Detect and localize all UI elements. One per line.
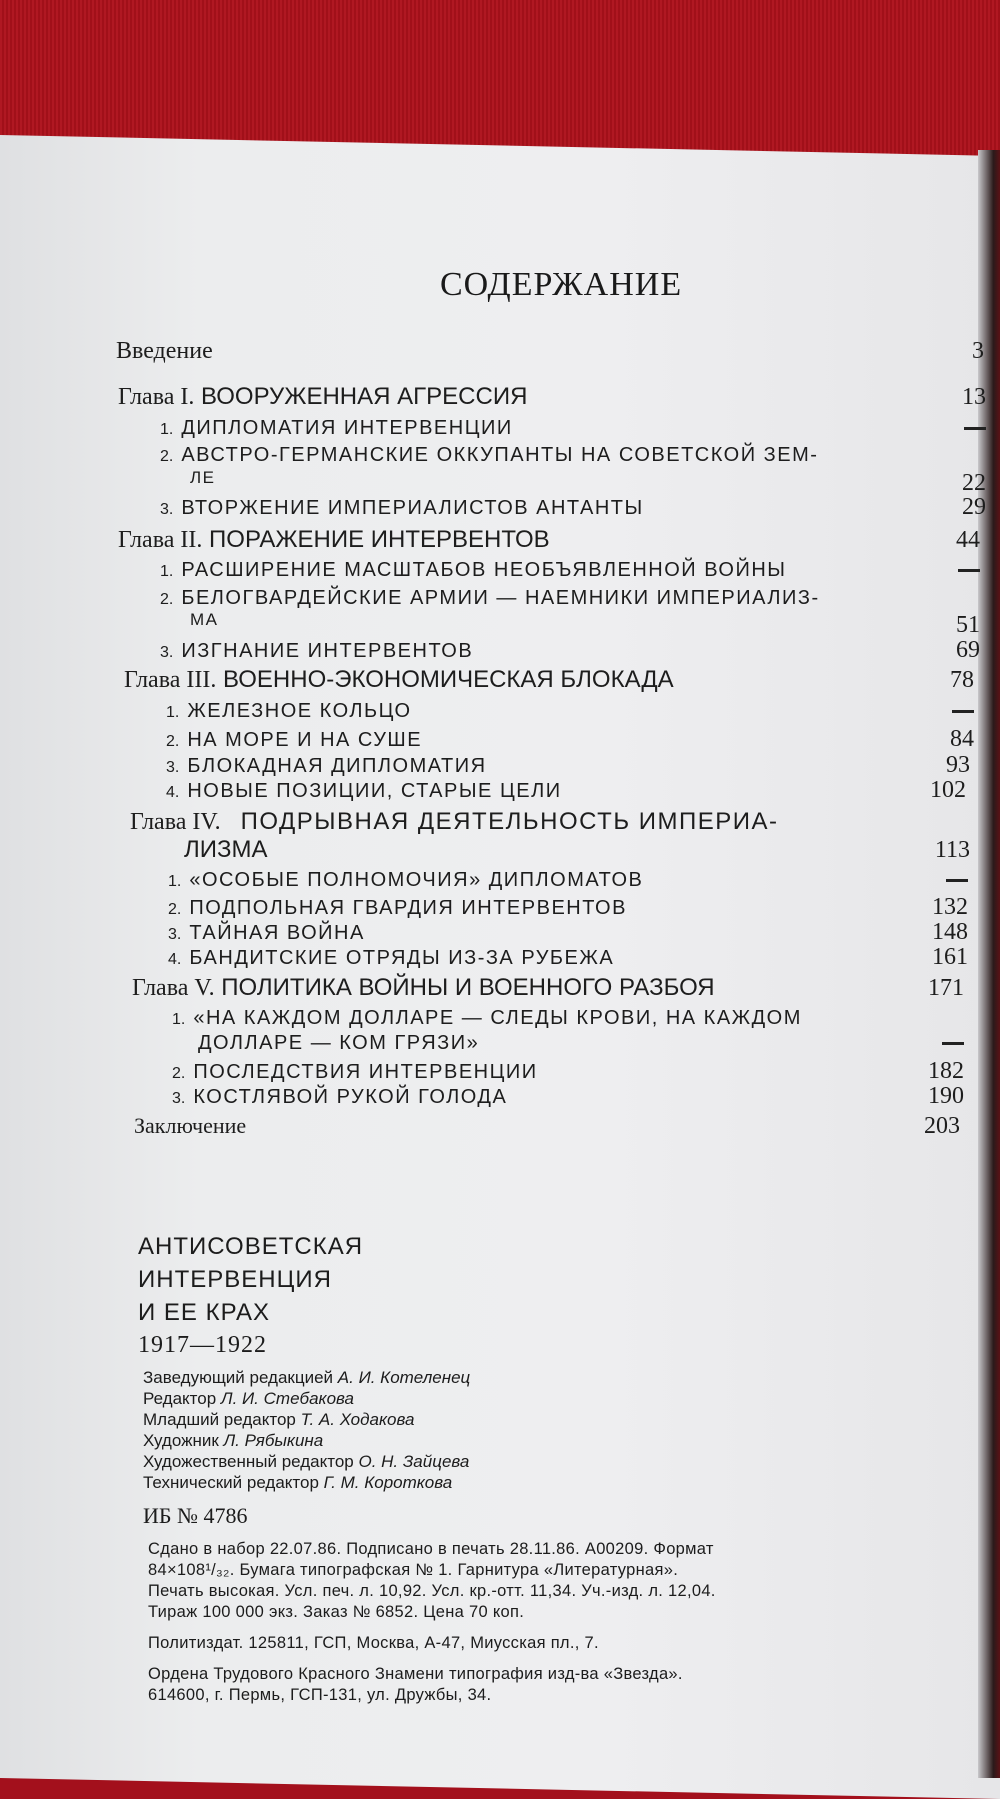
ch1-sec2-page: 22	[962, 470, 986, 496]
imprint-line: Сдано в набор 22.07.86. Подписано в печать 28.11.86. А00209. Формат	[148, 1540, 714, 1558]
toc-intro-title: Введение	[116, 338, 213, 364]
page-continues-dash	[964, 427, 986, 430]
chapter-4-title: ПОДРЫВНАЯ ДЕЯТЕЛЬНОСТЬ ИМПЕРИА-	[240, 808, 779, 835]
ib-number: ИБ № 4786	[143, 1503, 248, 1528]
ch1-sec1-title: ДИПЛОМАТИЯ ИНТЕРВЕНЦИИ	[181, 417, 513, 439]
ch2-sec1-title: РАСШИРЕНИЕ МАСШТАБОВ НЕОБЪЯВЛЕННОЙ ВОЙНЫ	[181, 559, 787, 581]
page-continues-dash	[952, 710, 974, 713]
toc-conclusion-page: 203	[924, 1113, 960, 1139]
toc-ch2-sec2-page	[160, 612, 980, 639]
chapter-3-page: 78	[950, 667, 974, 693]
book-years: 1917—1922	[138, 1332, 267, 1358]
toc-ch1-sec1: 1. ДИПЛОМАТИЯ ИНТЕРВЕНЦИИ	[160, 417, 986, 440]
ch1-sec3-page: 29	[962, 494, 986, 520]
credit-line: Технический редактор Г. М. Короткова	[143, 1473, 453, 1492]
ch4-sec3-page: 148	[932, 919, 968, 945]
toc-ch2-sec3: 3. ИЗГНАНИЕ ИНТЕРВЕНТОВ 69	[160, 637, 980, 663]
toc-ch3-sec2: 2. НА МОРЕ И НА СУШЕ 84	[166, 726, 974, 752]
toc-ch4-sec1: 1. «ОСОБЫЕ ПОЛНОМОЧИЯ» ДИПЛОМАТОВ	[168, 869, 968, 892]
toc-ch3-sec3: 3. БЛОКАДНАЯ ДИПЛОМАТИЯ 93	[166, 752, 970, 778]
chapter-1-page: 13	[962, 384, 986, 410]
ch4-sec1-title: «ОСОБЫЕ ПОЛНОМОЧИЯ» ДИПЛОМАТОВ	[189, 869, 644, 891]
ch4-sec4-page: 161	[932, 944, 968, 970]
toc-ch2-sec1: 1. РАСШИРЕНИЕ МАСШТАБОВ НЕОБЪЯВЛЕННОЙ ВОЙНЫ	[160, 559, 980, 582]
ch4-sec3-title: ТАЙНАЯ ВОЙНА	[189, 922, 365, 944]
ch5-sec1-title-cont: ДОЛЛАРЕ — КОМ ГРЯЗИ»	[198, 1032, 480, 1054]
imprint-line: Тираж 100 000 экз. Заказ № 6852. Цена 70 коп.	[148, 1603, 525, 1621]
credit-line: Заведующий редакцией А. И. Котеленец	[143, 1368, 471, 1387]
chapter-3-label: Глава III.	[124, 667, 217, 693]
book-title-line-1: АНТИСОВЕТСКАЯ	[138, 1233, 364, 1260]
chapter-4-label: Глава IV.	[130, 809, 221, 835]
toc-chapter-3	[124, 666, 974, 694]
toc-ch5-sec2: 2. ПОСЛЕДСТВИЯ ИНТЕРВЕНЦИИ 182	[172, 1058, 964, 1084]
page-continues-dash	[958, 569, 980, 572]
toc-ch4-sec3: 3. ТАЙНАЯ ВОЙНА 148	[168, 919, 968, 945]
ch3-sec4-page: 102	[930, 777, 966, 803]
toc-conclusion	[134, 1113, 960, 1140]
ch4-sec2-page: 132	[932, 894, 968, 920]
toc-ch1-sec3: 3. ВТОРЖЕНИЕ ИМПЕРИАЛИСТОВ АНТАНТЫ 29	[160, 494, 986, 520]
toc-conclusion-title: Заключение	[134, 1113, 247, 1138]
chapter-5-page: 171	[928, 975, 964, 1001]
toc-chapter-4-cont	[184, 836, 970, 864]
toc-ch3-sec1: 1. ЖЕЛЕЗНОЕ КОЛЬЦО	[166, 700, 974, 723]
chapter-1-label: Глава I.	[118, 384, 195, 410]
chapter-4-page: 113	[934, 837, 970, 863]
page-continues-dash	[946, 879, 968, 882]
toc-chapter-1	[118, 383, 986, 411]
toc-ch2-sec2: 2. БЕЛОГВАРДЕЙСКИЕ АРМИИ — НАЕМНИКИ ИМПЕРИАЛИЗ-	[160, 587, 820, 609]
ch2-sec3-title: ИЗГНАНИЕ ИНТЕРВЕНТОВ	[181, 640, 474, 662]
chapter-2-title: ПОРАЖЕНИЕ ИНТЕРВЕНТОВ	[209, 526, 550, 553]
imprint-block	[148, 1539, 868, 1706]
ch1-sec2-title-cont: ЛЕ	[190, 468, 216, 487]
ch3-sec3-title: БЛОКАДНАЯ ДИПЛОМАТИЯ	[187, 755, 487, 777]
imprint-line: Печать высокая. Усл. печ. л. 10,92. Усл. кр.-отт. 11,34. Уч.-изд. л. 12,04.	[148, 1582, 716, 1600]
book-title-block	[138, 1230, 363, 1362]
ch5-sec2-title: ПОСЛЕДСТВИЯ ИНТЕРВЕНЦИИ	[193, 1061, 538, 1083]
imprint-line: 84×108¹/₃₂. Бумага типографская № 1. Гарнитура «Литературная».	[148, 1561, 679, 1579]
book-title-line-3: И ЕЕ КРАХ	[138, 1299, 270, 1326]
chapter-5-label: Глава V.	[132, 975, 215, 1001]
chapter-2-label: Глава II.	[118, 527, 203, 553]
toc-ch5-sec1-cont	[198, 1032, 964, 1055]
credits-block	[143, 1367, 470, 1493]
ch1-sec2-title: АВСТРО-ГЕРМАНСКИЕ ОККУПАНТЫ НА СОВЕТСКОЙ ЗЕМ-	[181, 444, 819, 466]
toc-ch1-sec2-page	[160, 470, 986, 497]
toc-intro-page: 3	[972, 338, 984, 364]
ch4-sec4-title: БАНДИТСКИЕ ОТРЯДЫ ИЗ-ЗА РУБЕЖА	[189, 947, 615, 969]
chapter-1-title: ВООРУЖЕННАЯ АГРЕССИЯ	[201, 383, 528, 410]
chapter-4-title-cont: ЛИЗМА	[184, 836, 268, 863]
ch2-sec2-title: БЕЛОГВАРДЕЙСКИЕ АРМИИ — НАЕМНИКИ ИМПЕРИАЛИЗ-	[181, 587, 820, 609]
chapter-2-page: 44	[956, 527, 980, 553]
chapter-5-title: ПОЛИТИКА ВОЙНЫ И ВОЕННОГО РАЗБОЯ	[221, 974, 715, 1001]
ch4-sec2-title: ПОДПОЛЬНАЯ ГВАРДИЯ ИНТЕРВЕНТОВ	[189, 897, 627, 919]
credit-line: Младший редактор Т. А. Ходакова	[143, 1410, 415, 1429]
chapter-3-title: ВОЕННО-ЭКОНОМИЧЕСКАЯ БЛОКАДА	[223, 666, 674, 693]
ch5-sec3-page: 190	[928, 1083, 964, 1109]
toc-chapter-4	[130, 808, 970, 836]
imprint-line: Ордена Трудового Красного Знамени типография изд-ва «Звезда».	[148, 1665, 683, 1683]
ch2-sec3-page: 69	[956, 637, 980, 663]
toc-chapter-2	[118, 526, 980, 554]
toc-heading: СОДЕРЖАНИЕ	[440, 266, 683, 303]
ch3-sec2-title: НА МОРЕ И НА СУШЕ	[187, 729, 423, 751]
toc-intro	[116, 338, 984, 365]
ch3-sec1-title: ЖЕЛЕЗНОЕ КОЛЬЦО	[187, 700, 412, 722]
ch2-sec2-page: 51	[956, 612, 980, 638]
ch5-sec1-title: «НА КАЖДОМ ДОЛЛАРЕ — СЛЕДЫ КРОВИ, НА КАЖДОМ	[193, 1007, 802, 1029]
toc-ch1-sec2: 2. АВСТРО-ГЕРМАНСКИЕ ОККУПАНТЫ НА СОВЕТСКОЙ ЗЕМ-	[160, 444, 819, 466]
ch5-sec3-title: КОСТЛЯВОЙ РУКОЙ ГОЛОДА	[193, 1086, 508, 1108]
ch3-sec2-page: 84	[950, 726, 974, 752]
toc-ch3-sec4: 4. НОВЫЕ ПОЗИЦИИ, СТАРЫЕ ЦЕЛИ 102	[166, 777, 966, 803]
toc-chapter-5	[132, 974, 964, 1002]
imprint-line: 614600, г. Пермь, ГСП-131, ул. Дружбы, 34.	[148, 1686, 492, 1704]
toc-ch4-sec4: 4. БАНДИТСКИЕ ОТРЯДЫ ИЗ-ЗА РУБЕЖА 161	[168, 944, 968, 970]
credit-line: Художественный редактор О. Н. Зайцева	[143, 1452, 470, 1471]
toc-ch5-sec1: 1. «НА КАЖДОМ ДОЛЛАРЕ — СЛЕДЫ КРОВИ, НА КАЖДОМ	[172, 1007, 802, 1029]
credit-line: Художник Л. Рябыкина	[143, 1431, 324, 1450]
toc-ch5-sec3: 3. КОСТЛЯВОЙ РУКОЙ ГОЛОДА 190	[172, 1083, 964, 1109]
toc-ch4-sec2: 2. ПОДПОЛЬНАЯ ГВАРДИЯ ИНТЕРВЕНТОВ 132	[168, 894, 968, 920]
book-title-line-2: ИНТЕРВЕНЦИЯ	[138, 1266, 332, 1293]
credit-line: Редактор Л. И. Стебакова	[143, 1389, 354, 1408]
ch1-sec3-title: ВТОРЖЕНИЕ ИМПЕРИАЛИСТОВ АНТАНТЫ	[181, 497, 644, 519]
ch3-sec4-title: НОВЫЕ ПОЗИЦИИ, СТАРЫЕ ЦЕЛИ	[187, 780, 562, 802]
page-continues-dash	[942, 1042, 964, 1045]
ch3-sec3-page: 93	[946, 752, 970, 778]
ch5-sec2-page: 182	[928, 1058, 964, 1084]
ch2-sec2-title-cont: МА	[190, 610, 219, 629]
imprint-line: Политиздат. 125811, ГСП, Москва, А-47, Миусская пл., 7.	[148, 1634, 599, 1652]
